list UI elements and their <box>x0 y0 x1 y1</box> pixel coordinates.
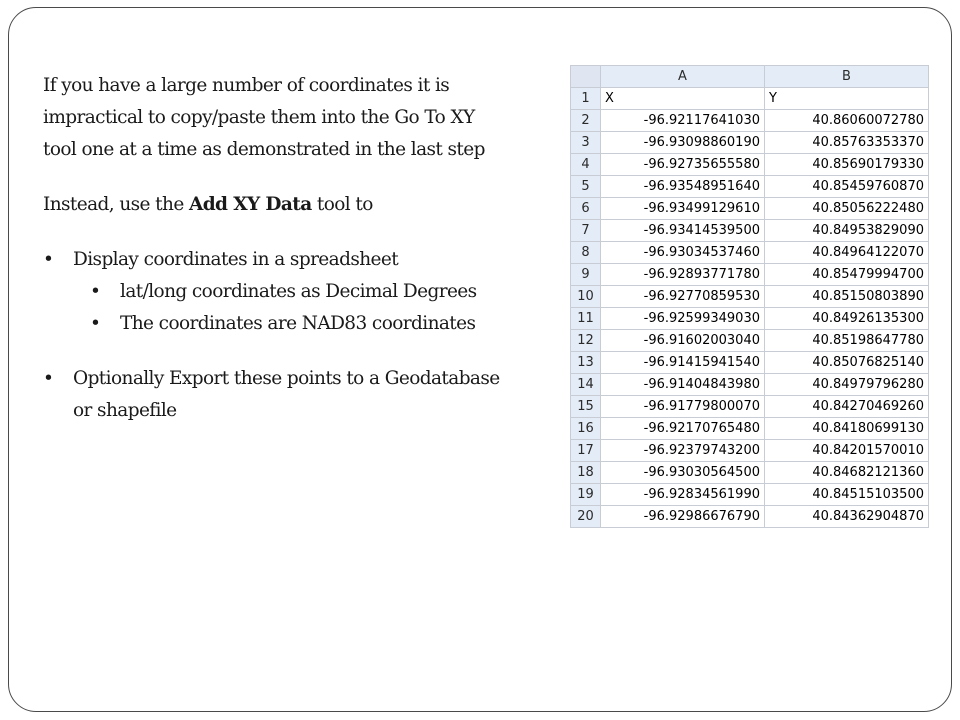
cell-x-value[interactable]: -96.93414539500 <box>601 220 765 242</box>
cell-y-value[interactable]: 40.85459760870 <box>765 176 929 198</box>
row-number[interactable]: 1 <box>571 88 601 110</box>
cell-y-value[interactable]: 40.84362904870 <box>765 506 929 528</box>
cell-x-value[interactable]: -96.92893771780 <box>601 264 765 286</box>
table-row <box>571 506 929 528</box>
cell-x-header[interactable]: X <box>601 88 765 110</box>
bullet-display-text: Display coordinates in a spreadsheet <box>73 249 399 270</box>
cell-x-value[interactable]: -96.92834561990 <box>601 484 765 506</box>
row-number[interactable]: 13 <box>571 352 601 374</box>
table-row <box>571 198 929 220</box>
row-number[interactable]: 2 <box>571 110 601 132</box>
cell-y-value[interactable]: 40.85150803890 <box>765 286 929 308</box>
table-row <box>571 264 929 286</box>
row-number[interactable]: 3 <box>571 132 601 154</box>
cell-y-value[interactable]: 40.84515103500 <box>765 484 929 506</box>
bullet-export <box>43 363 543 427</box>
cell-x-value[interactable]: -96.92379743200 <box>601 440 765 462</box>
cell-y-value[interactable]: 40.84270469260 <box>765 396 929 418</box>
instead-suffix: tool to <box>311 194 373 215</box>
row-number[interactable]: 11 <box>571 308 601 330</box>
row-number[interactable]: 5 <box>571 176 601 198</box>
cell-y-value[interactable]: 40.84926135300 <box>765 308 929 330</box>
cell-y-value[interactable]: 40.84979796280 <box>765 374 929 396</box>
select-all-corner[interactable] <box>571 66 601 88</box>
column-header-a[interactable]: A <box>601 66 765 88</box>
row-number[interactable]: 6 <box>571 198 601 220</box>
cell-y-value[interactable]: 40.86060072780 <box>765 110 929 132</box>
row-number[interactable]: 14 <box>571 374 601 396</box>
bullet-export-line-2: or shapefile <box>73 400 177 421</box>
row-number[interactable]: 12 <box>571 330 601 352</box>
bullet-dot: • <box>43 368 54 389</box>
table-row <box>571 462 929 484</box>
cell-y-value[interactable]: 40.85076825140 <box>765 352 929 374</box>
cell-x-value[interactable]: -96.92770859530 <box>601 286 765 308</box>
cell-x-value[interactable]: -96.92735655580 <box>601 154 765 176</box>
table-row <box>571 484 929 506</box>
cell-y-value[interactable]: 40.84682121360 <box>765 462 929 484</box>
table-row <box>571 418 929 440</box>
cell-y-value[interactable]: 40.84201570010 <box>765 440 929 462</box>
cell-x-value[interactable]: -96.91602003040 <box>601 330 765 352</box>
add-xy-data-tool-name: Add XY Data <box>188 194 312 215</box>
row-number[interactable]: 10 <box>571 286 601 308</box>
table-row <box>571 132 929 154</box>
cell-x-value[interactable]: -96.92599349030 <box>601 308 765 330</box>
table-row <box>571 110 929 132</box>
cell-x-value[interactable]: -96.93034537460 <box>601 242 765 264</box>
row-number[interactable]: 4 <box>571 154 601 176</box>
cell-x-value[interactable]: -96.91779800070 <box>601 396 765 418</box>
cell-x-value[interactable]: -96.93548951640 <box>601 176 765 198</box>
column-header-row <box>571 66 929 88</box>
table-row <box>571 220 929 242</box>
intro-line-3: tool one at a time as demonstrated in the last step <box>43 139 485 160</box>
cell-y-header[interactable]: Y <box>765 88 929 110</box>
row-number[interactable]: 17 <box>571 440 601 462</box>
column-header-b[interactable]: B <box>765 66 929 88</box>
table-row <box>571 352 929 374</box>
row-number[interactable]: 9 <box>571 264 601 286</box>
row-number[interactable]: 7 <box>571 220 601 242</box>
cell-x-value[interactable]: -96.93098860190 <box>601 132 765 154</box>
intro-line-2: impractical to copy/paste them into the Go To XY <box>43 107 475 128</box>
row-number[interactable]: 16 <box>571 418 601 440</box>
slide-text <box>43 70 543 427</box>
cell-y-value[interactable]: 40.84953829090 <box>765 220 929 242</box>
sub-bullet-nad83 <box>43 308 543 340</box>
cell-x-value[interactable]: -96.91415941540 <box>601 352 765 374</box>
table-row <box>571 88 929 110</box>
cell-y-value[interactable]: 40.85198647780 <box>765 330 929 352</box>
sub-bullet-latlong-text: lat/long coordinates as Decimal Degrees <box>120 281 477 302</box>
cell-y-value[interactable]: 40.84180699130 <box>765 418 929 440</box>
cell-x-value[interactable]: -96.93499129610 <box>601 198 765 220</box>
table-row <box>571 440 929 462</box>
cell-x-value[interactable]: -96.92170765480 <box>601 418 765 440</box>
table-row <box>571 242 929 264</box>
bullet-dot: • <box>90 313 101 334</box>
instead-line <box>43 189 543 221</box>
cell-x-value[interactable]: -96.91404843980 <box>601 374 765 396</box>
row-number[interactable]: 19 <box>571 484 601 506</box>
table-row <box>571 396 929 418</box>
row-number[interactable]: 8 <box>571 242 601 264</box>
cell-x-value[interactable]: -96.93030564500 <box>601 462 765 484</box>
sub-bullet-nad83-text: The coordinates are NAD83 coordinates <box>120 313 476 334</box>
intro-line-1: If you have a large number of coordinates it is <box>43 75 450 96</box>
row-number[interactable]: 15 <box>571 396 601 418</box>
cell-y-value[interactable]: 40.85479994700 <box>765 264 929 286</box>
row-number[interactable]: 20 <box>571 506 601 528</box>
table-row <box>571 308 929 330</box>
cell-y-value[interactable]: 40.85056222480 <box>765 198 929 220</box>
cell-y-value[interactable]: 40.85763353370 <box>765 132 929 154</box>
coordinates-spreadsheet <box>570 65 929 528</box>
bullet-export-line-1: Optionally Export these points to a Geodatabase <box>73 368 500 389</box>
row-number[interactable]: 18 <box>571 462 601 484</box>
bullet-dot: • <box>43 249 54 270</box>
sub-bullet-latlong <box>43 276 543 308</box>
table-row <box>571 374 929 396</box>
bullet-dot: • <box>90 281 101 302</box>
table-row <box>571 330 929 352</box>
cell-x-value[interactable]: -96.92117641030 <box>601 110 765 132</box>
bullet-display <box>43 244 543 276</box>
instead-prefix: Instead, use the <box>43 194 189 215</box>
cell-y-value[interactable]: 40.85690179330 <box>765 154 929 176</box>
cell-x-value[interactable]: -96.92986676790 <box>601 506 765 528</box>
cell-y-value[interactable]: 40.84964122070 <box>765 242 929 264</box>
table-row <box>571 176 929 198</box>
table-row <box>571 154 929 176</box>
table-row <box>571 286 929 308</box>
